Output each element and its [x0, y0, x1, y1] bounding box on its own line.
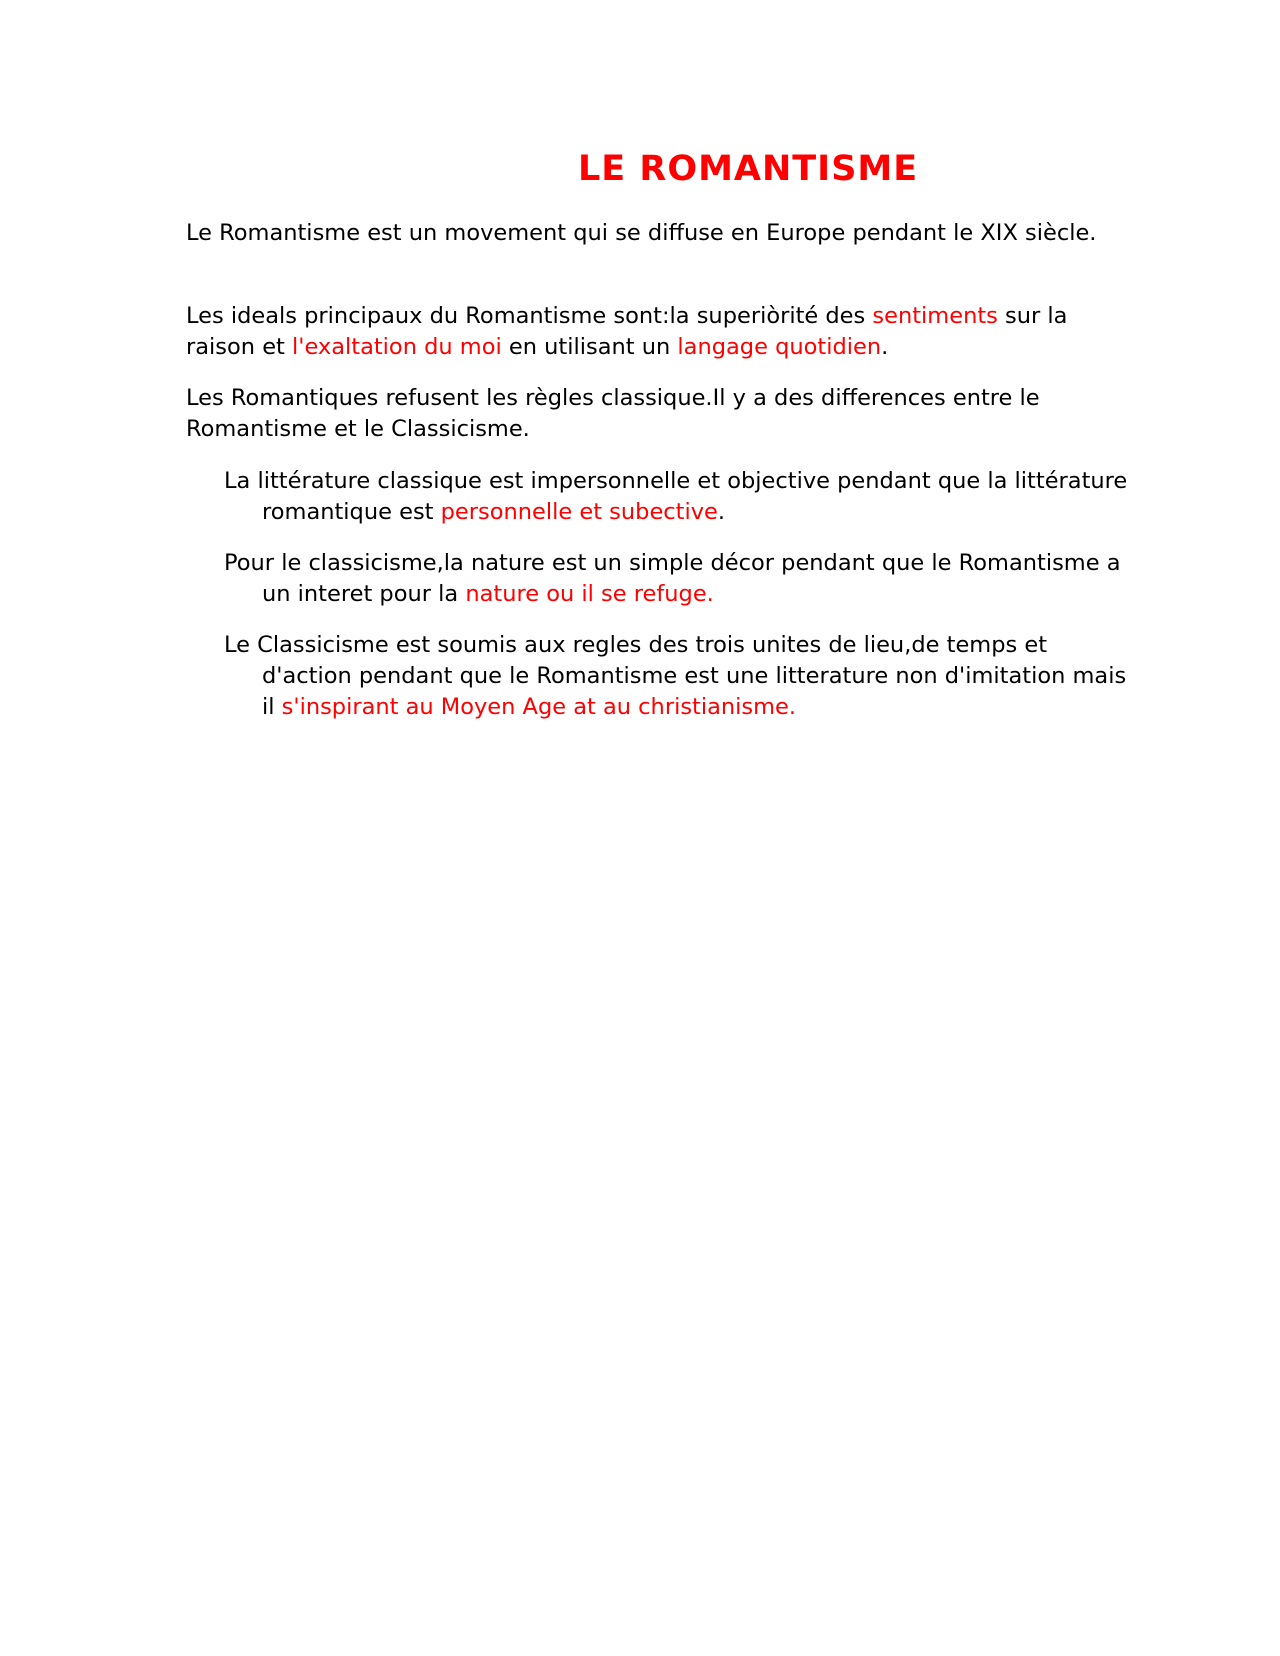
difference-highlight: personnelle et subective [440, 499, 718, 525]
rules-text: Les Romantiques refusent les règles classique.Il y a des differences entre le Romantisme et le Classicisme. [186, 385, 1040, 442]
highlight-exaltation: l'exaltation du moi [292, 334, 502, 360]
difference-item [224, 466, 1142, 528]
difference-text-end: . [717, 499, 726, 525]
ideals-text-2: sur la raison et [186, 303, 1068, 360]
ideals-paragraph [186, 301, 1106, 363]
highlight-sentiments: sentiments [872, 303, 998, 329]
page-title: LE ROMANTISME [578, 149, 919, 189]
highlight-langage: langage quotidien [677, 334, 882, 360]
ideals-text-3: en utilisant un [501, 334, 678, 360]
difference-highlight: s'inspirant au Moyen Age at au christianisme. [281, 694, 797, 720]
difference-item [224, 630, 1142, 723]
ideals-text-4: . [881, 334, 889, 360]
rules-paragraph [186, 383, 1106, 445]
difference-text: Pour le classicisme,la nature est un simple décor pendant que le Romantisme a un interet pour la [224, 550, 1121, 607]
intro-text: Le Romantisme est un movement qui se diffuse en Europe pendant le XIX siècle. [186, 220, 1097, 246]
ideals-text-1: Les ideals principaux du Romantisme sont:la superiòrité des [186, 303, 873, 329]
difference-item [224, 548, 1142, 610]
difference-highlight: nature ou il se refuge. [465, 581, 714, 607]
intro-paragraph [186, 218, 1106, 249]
difference-text: La littérature classique est impersonnelle et objective pendant que la littérature romantique est [224, 468, 1128, 525]
difference-text: Le Classicisme est soumis aux regles des trois unites de lieu,de temps et d'action pendant que le Romantisme est une litterature non d'imitation mais il [224, 632, 1127, 720]
